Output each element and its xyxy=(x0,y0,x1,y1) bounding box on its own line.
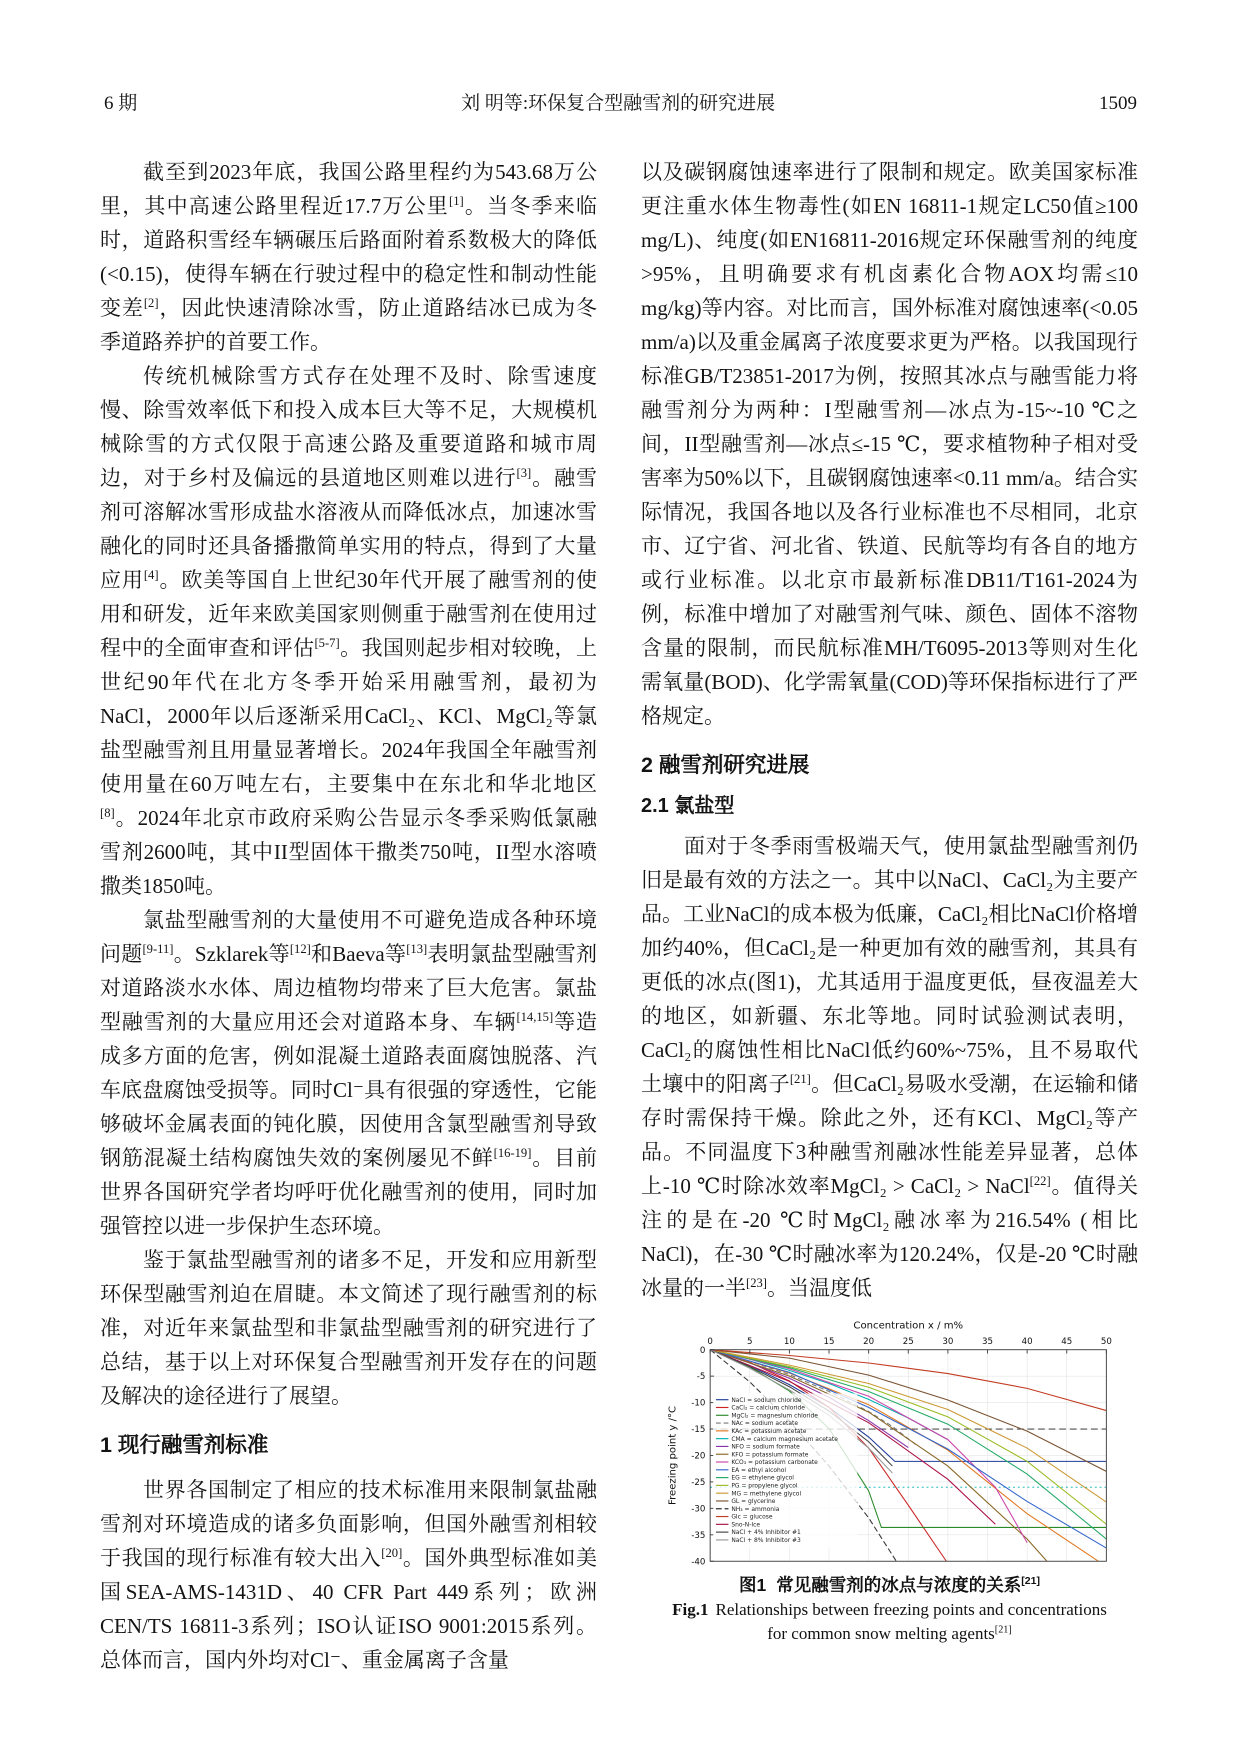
figure1 xyxy=(641,1317,1138,1646)
figure1-caption-en xyxy=(641,1598,1138,1646)
svg-text:50: 50 xyxy=(1100,1336,1112,1347)
section2-heading: 2 融雪剂研究进展 xyxy=(641,753,810,777)
figure1-caption xyxy=(641,1573,1138,1646)
paragraph-motivation: 鉴于氯盐型融雪剂的诸多不足，开发和应用新型环保型融雪剂迫在眉睫。本文简述了现行融雪剂的标准，对近年来氯盐型和非氯盐型融雪剂的研究进行了总结，基于以上对环保复合型融雪剂开发存在的问题及解决的途径进行了展望。 xyxy=(100,1248,597,1408)
svg-text:EA = ethyl alcohol: EA = ethyl alcohol xyxy=(730,1466,786,1474)
page-content xyxy=(100,88,1141,1677)
svg-text:15: 15 xyxy=(823,1336,835,1347)
figure1-zh-label: 图1 xyxy=(739,1575,767,1596)
svg-text:NH₃ = ammonia: NH₃ = ammonia xyxy=(730,1505,779,1513)
svg-text:0: 0 xyxy=(706,1336,713,1347)
paragraph-standards-intro: 世界各国制定了相应的技术标准用来限制氯盐融雪剂对环境造成的诸多负面影响，但国外融雪剂相较于我国的现行标准有较大出入[20]。国外典型标准如美国SEA-AMS-1431D、40 CFR Part 449系列；欧洲CEN/TS 16811-3系列；ISO认证ISO 9001:2015系列。总体而言，国内外均对Cl⁻、重金属离子含量 xyxy=(100,1478,597,1672)
right-column xyxy=(641,155,1138,1677)
svg-text:MgCl₂ = magnesium chloride: MgCl₂ = magnesium chloride xyxy=(730,1412,818,1420)
svg-text:Concentration x / m%: Concentration x / m% xyxy=(852,1320,963,1332)
issue-number: 6 期 xyxy=(104,93,138,114)
page-number: 1509 xyxy=(1099,93,1137,114)
svg-text:CMA = calcium magnesium acetat: CMA = calcium magnesium acetate xyxy=(730,1435,838,1443)
svg-text:30: 30 xyxy=(941,1336,953,1347)
svg-text:CaCl₂ = calcium chloride: CaCl₂ = calcium chloride xyxy=(730,1404,805,1412)
paragraph-chloride-harm: 氯盐型融雪剂的大量使用不可避免造成各种环境问题[9-11]。Szklarek等[12]和Baeva等[13]表明氯盐型融雪剂对道路淡水水体、周边植物均带来了巨大危害。氯盐型融雪剂的大量应用还会对道路本身、车辆[14,15]等造成多方面的危害，例如混凝土道路表面腐蚀脱落、汽车底盘腐蚀受损等。同时Cl⁻具有很强的穿透性，它能够破坏金属表面的钝化膜，因使用含氯型融雪剂导致钢筋混凝土结构腐蚀失效的案例屡见不鲜[16-19]。目前世界各国研究学者均呼吁优化融雪剂的使用，同时加强管控以进一步保护生态环境。 xyxy=(100,908,598,1238)
svg-text:NAc = sodium acetate: NAc = sodium acetate xyxy=(730,1420,798,1428)
page-header xyxy=(100,88,1141,121)
svg-text:35: 35 xyxy=(981,1336,993,1347)
svg-text:KCO₃ = potassium carbonate: KCO₃ = potassium carbonate xyxy=(730,1459,818,1467)
svg-text:-5: -5 xyxy=(696,1372,705,1383)
figure1-zh-text: 常见融雪剂的冰点与浓度的关系[21] xyxy=(776,1575,1040,1596)
svg-text:KFO = potassium formate: KFO = potassium formate xyxy=(730,1451,808,1459)
svg-text:45: 45 xyxy=(1060,1336,1072,1347)
figure1-en-text: Relationships between freezing points and concentrations for common snow melting agents[21] xyxy=(715,1600,1107,1644)
section1-heading: 1 现行融雪剂标准 xyxy=(100,1433,269,1457)
svg-text:NaCl + 4% Inhibitor #1: NaCl + 4% Inhibitor #1 xyxy=(730,1529,801,1537)
svg-text:-25: -25 xyxy=(690,1478,705,1489)
running-title: 刘 明等:环保复合型融雪剂的研究进展 xyxy=(461,93,776,114)
paragraph-chloride-type: 面对于冬季雨雪极端天气，使用氯盐型融雪剂仍旧是最有效的方法之一。其中以NaCl、CaCl₂为主要产品。工业NaCl的成本极为低廉，CaCl₂相比NaCl价格增加约40%，但CaCl₂是一种更加有效的融雪剂，其具有更低的冰点(图1)，尤其适用于温度更低，昼夜温差大的地区，如新疆、东北等地。同时试验测试表明，CaCl₂的腐蚀性相比NaCl低约60%~75%，且不易取代土壤中的阳离子[21]。但CaCl₂易吸水受潮，在运输和储存时需保持干燥。除此之外，还有KCl、MgCl₂等产品。不同温度下3种融雪剂融冰性能差异显著，总体上-10 ℃时除冰效率MgCl₂ > CaCl₂ > NaCl[22]。值得关注的是在-20 ℃时MgCl₂融冰率为216.54% (相比NaCl)，在-30 ℃时融冰率为120.24%，仅是-20 ℃时融冰量的一半[23]。当温度低 xyxy=(641,834,1138,1300)
svg-text:NFO = sodium formate: NFO = sodium formate xyxy=(730,1443,800,1451)
left-column xyxy=(100,155,597,1677)
paragraph-standards-continued: 以及碳钢腐蚀速率进行了限制和规定。欧美国家标准更注重水体生物毒性(如EN 16811-1规定LC50值≥100 mg/L)、纯度(如EN16811-2016规定环保融雪剂的纯度>95%，且明确要求有机卤素化合物AOX均需≤10 mg/kg)等内容。对比而言，国外标准对腐蚀速率(<0.05 mm/a)以及重金属离子浓度要求更为严格。以我国现行标准GB/T23851-2017为例，按照其冰点与融雪能力将融雪剂分为两种：I型融雪剂—冰点为-15~-10 ℃之间，II型融雪剂—冰点≤-15 ℃，要求植物种子相对受害率为50%以下，且碳钢腐蚀速率<0.11 mm/a。结合实际情况，我国各地以及各行业标准也不尽相同，北京市、辽宁省、河北省、铁道、民航等均有各自的地方或行业标准。以北京市最新标准DB11/T161-2024为例，标准中增加了对融雪剂气味、颜色、固体不溶物含量的限制，而民航标准MH/T6095-2013等则对生化需氧量(BOD)、化学需氧量(COD)等环保指标进行了严格规定。 xyxy=(641,160,1138,728)
svg-text:-35: -35 xyxy=(690,1530,705,1541)
svg-text:20: 20 xyxy=(862,1336,874,1347)
svg-text:Glc = glucose: Glc = glucose xyxy=(730,1513,773,1521)
paragraph-mechanical-removal: 传统机械除雪方式存在处理不及时、除雪速度慢、除雪效率低下和投入成本巨大等不足，大规模机械除雪的方式仅限于高速公路及重要道路和城市周边，对于乡村及偏远的县道地区则难以进行[3]。融雪剂可溶解冰雪形成盐水溶液从而降低冰点，加速冰雪融化的同时还具备播撒简单实用的特点，得到了大量应用[4]。欧美等国自上世纪30年代开展了融雪剂的使用和研发，近年来欧美国家则侧重于融雪剂在使用过程中的全面审查和评估[5-7]。我国则起步相对较晚，上世纪90年代在北方冬季开始采用融雪剂，最初为NaCl，2000年以后逐渐采用CaCl₂、KCl、MgCl₂等氯盐型融雪剂且用量显著增长。2024年我国全年融雪剂使用量在60万吨左右，主要集中在东北和华北地区[8]。2024年北京市政府采购公告显示冬季采购低氯融雪剂2600吨，其中II型固体干撒类750吨，II型水溶喷撒类1850吨。 xyxy=(100,364,598,898)
svg-text:-30: -30 xyxy=(690,1504,705,1515)
svg-text:5: 5 xyxy=(746,1336,753,1347)
svg-text:-20: -20 xyxy=(690,1451,705,1462)
svg-text:NaCl + 8% Inhibitor #3: NaCl + 8% Inhibitor #3 xyxy=(730,1537,801,1545)
figure1-en-label: Fig.1 xyxy=(672,1600,709,1620)
svg-text:25: 25 xyxy=(902,1336,914,1347)
section2-1-heading: 2.1 氯盐型 xyxy=(641,795,735,817)
svg-text:-15: -15 xyxy=(690,1425,705,1436)
svg-text:NaCl = sodium chloride: NaCl = sodium chloride xyxy=(730,1396,802,1404)
svg-text:0: 0 xyxy=(699,1345,705,1356)
svg-text:PG = propylene glycol: PG = propylene glycol xyxy=(730,1482,798,1490)
svg-text:GL = glycerine: GL = glycerine xyxy=(730,1498,775,1506)
svg-text:-40: -40 xyxy=(690,1557,705,1568)
svg-text:40: 40 xyxy=(1021,1336,1033,1347)
svg-text:Sno-N-Ice: Sno-N-Ice xyxy=(730,1521,760,1529)
figure1-caption-zh xyxy=(641,1573,1138,1598)
two-column-body xyxy=(100,155,1141,1677)
figure1-chart-wrap xyxy=(664,1317,1116,1567)
svg-text:10: 10 xyxy=(783,1336,795,1347)
paragraph-intro-roads: 截至到2023年底，我国公路里程约为543.68万公里，其中高速公路里程近17.7万公里[1]。当冬季来临时，道路积雪经车辆碾压后路面附着系数极大的降低(<0.15)，使得车辆在行驶过程中的稳定性和制动性能变差[2]，因此快速清除冰雪，防止道路结冰已成为冬季道路养护的首要工作。 xyxy=(100,160,598,354)
svg-text:Freezing point y /°C: Freezing point y /°C xyxy=(667,1405,679,1505)
svg-text:EG = ethylene glycol: EG = ethylene glycol xyxy=(730,1474,794,1482)
svg-text:MG = methylene glycol: MG = methylene glycol xyxy=(730,1490,801,1498)
svg-text:KAc = potassium acetate: KAc = potassium acetate xyxy=(730,1427,806,1435)
freezing-point-chart xyxy=(664,1317,1116,1567)
svg-text:-10: -10 xyxy=(690,1398,705,1409)
